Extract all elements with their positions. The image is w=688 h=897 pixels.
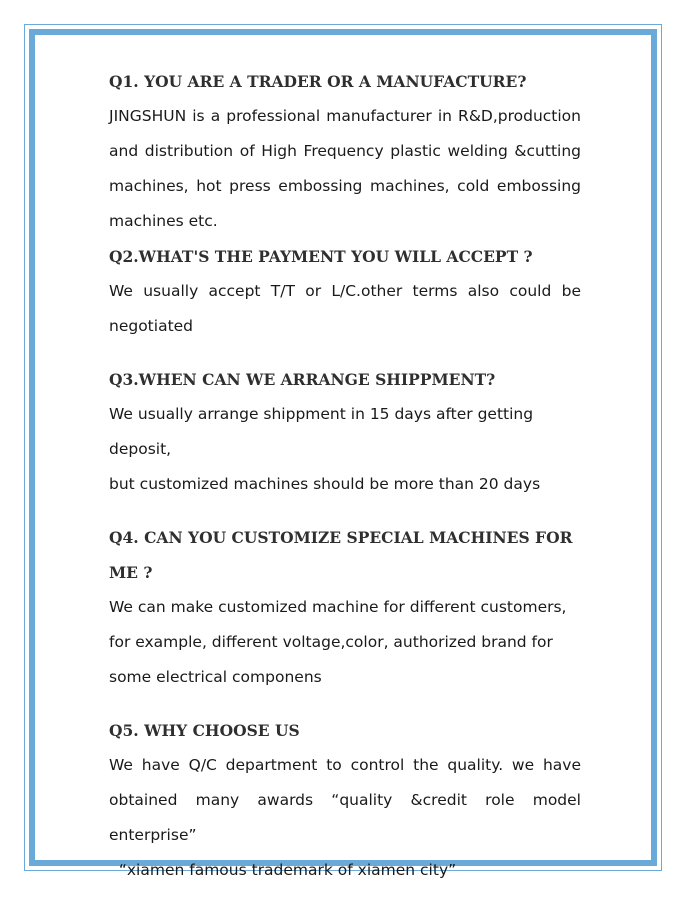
answer-q2: We usually accept T/T or L/C.other terms also could be negotiated [109, 282, 581, 335]
answer-q1: JINGSHUN is a professional manufacturer in R&D,production and distribution of High Frequency plastic welding &cutting machines, hot press embossing machines, cold embossing machines etc. [109, 107, 581, 230]
spacer [109, 695, 581, 713]
answer-q3-line2: but customized machines should be more than 20 days [109, 475, 541, 493]
faq-item-q1 [109, 64, 581, 239]
answer-q5-line2: “xiamen famous trademark of xiamen city” [109, 861, 457, 879]
question-q2: Q2.WHAT'S THE PAYMENT YOU WILL ACCEPT ? [109, 247, 533, 266]
question-q3: Q3.WHEN CAN WE ARRANGE SHIPPMENT? [109, 370, 496, 389]
question-q4: Q4. CAN YOU CUSTOMIZE SPECIAL MACHINES FOR ME ? [109, 528, 573, 582]
spacer [109, 344, 581, 362]
answer-q4-line1: We can make customized machine for different customers, [109, 598, 567, 616]
answer-q5: We have Q/C department to control the quality. we have obtained many awards “quality &credit role model enterprise” [109, 756, 581, 844]
spacer [109, 502, 581, 520]
question-q5: Q5. WHY CHOOSE US [109, 721, 300, 740]
faq-item-q2 [109, 239, 581, 344]
faq-item-q3 [109, 362, 581, 502]
faq-item-q5 [109, 713, 581, 888]
faq-content [109, 64, 581, 888]
answer-q3-line1: We usually arrange shippment in 15 days after getting deposit, [109, 405, 534, 458]
faq-item-q4 [109, 520, 581, 695]
answer-q4-line3: some electrical componens [109, 668, 322, 686]
answer-q4-line2: for example, different voltage,color, authorized brand for [109, 633, 553, 651]
question-q1: Q1. YOU ARE A TRADER OR A MANUFACTURE? [109, 72, 527, 91]
